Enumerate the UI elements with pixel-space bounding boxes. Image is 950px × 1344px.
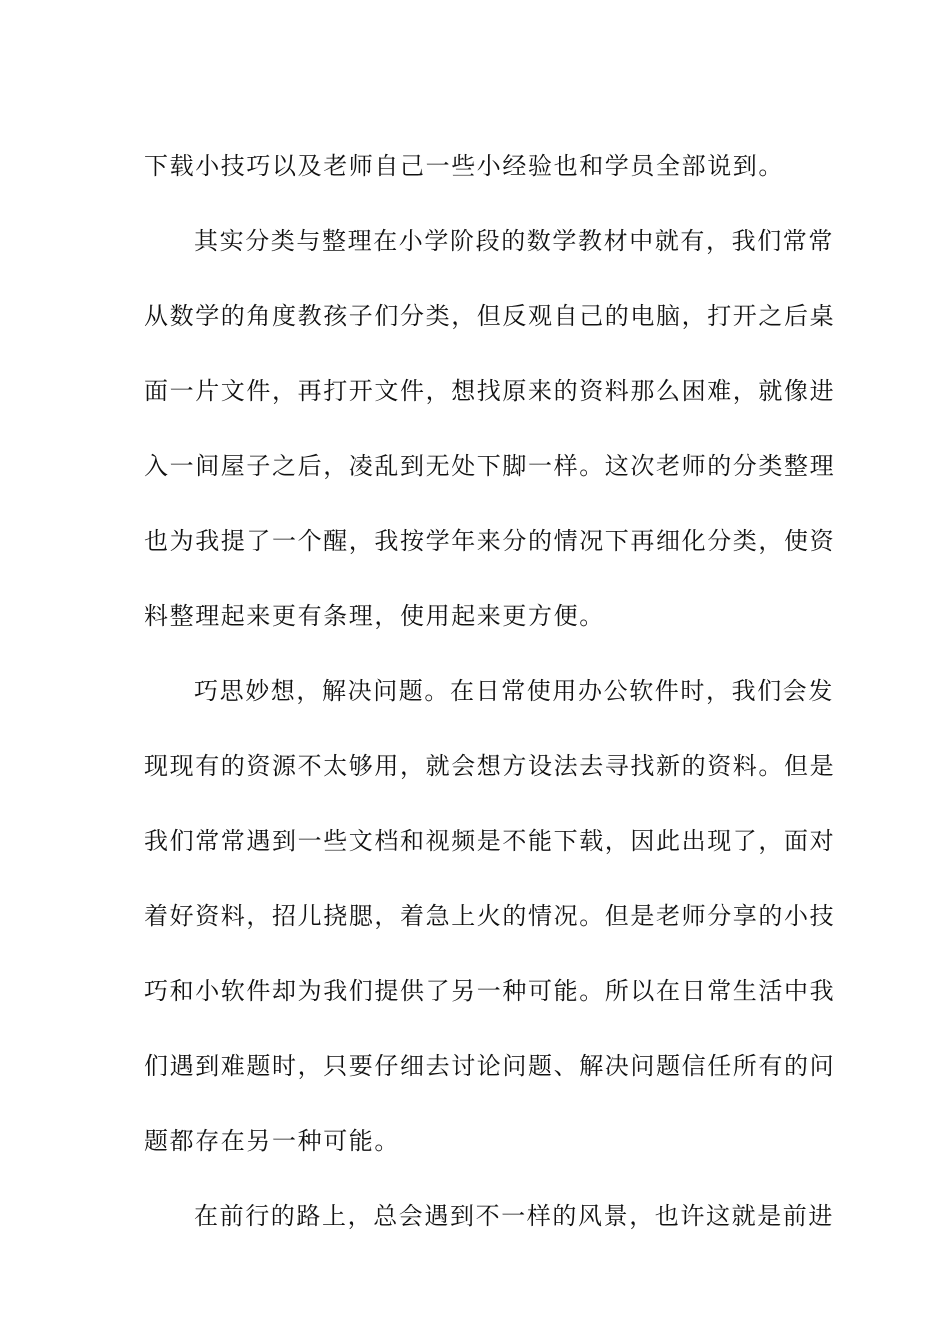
text-line: 面一片文件，再打开文件，想找原来的资料那么困难，就像进 bbox=[144, 377, 836, 405]
text-line: 料整理起来更有条理，使用起来更方便。 bbox=[144, 602, 605, 630]
text-line: 也为我提了一个醒，我按学年来分的情况下再细化分类，使资 bbox=[144, 527, 836, 555]
text-line: 巧和小软件却为我们提供了另一种可能。所以在日常生活中我 bbox=[144, 977, 836, 1005]
text-line: 入一间屋子之后，凌乱到无处下脚一样。这次老师的分类整理 bbox=[144, 452, 836, 480]
text-line: 我们常常遇到一些文档和视频是不能下载，因此出现了，面对 bbox=[144, 827, 836, 855]
text-line: 巧思妙想，解决问题。在日常使用办公软件时，我们会发 bbox=[194, 677, 834, 705]
text-line: 在前行的路上，总会遇到不一样的风景，也许这就是前进 bbox=[194, 1202, 834, 1230]
text-line: 着好资料，招儿挠腮，着急上火的情况。但是老师分享的小技 bbox=[144, 902, 836, 930]
body-text bbox=[144, 129, 836, 1254]
text-line: 题都存在另一种可能。 bbox=[144, 1127, 400, 1155]
text-line: 其实分类与整理在小学阶段的数学教材中就有，我们常常 bbox=[194, 227, 834, 255]
text-line: 下载小技巧以及老师自己一些小经验也和学员全部说到。 bbox=[144, 152, 784, 180]
text-line: 从数学的角度教孩子们分类，但反观自己的电脑，打开之后桌 bbox=[144, 302, 836, 330]
text-line: 们遇到难题时，只要仔细去讨论问题、解决问题信任所有的问 bbox=[144, 1052, 836, 1080]
text-line: 现现有的资源不太够用，就会想方设法去寻找新的资料。但是 bbox=[144, 752, 836, 780]
